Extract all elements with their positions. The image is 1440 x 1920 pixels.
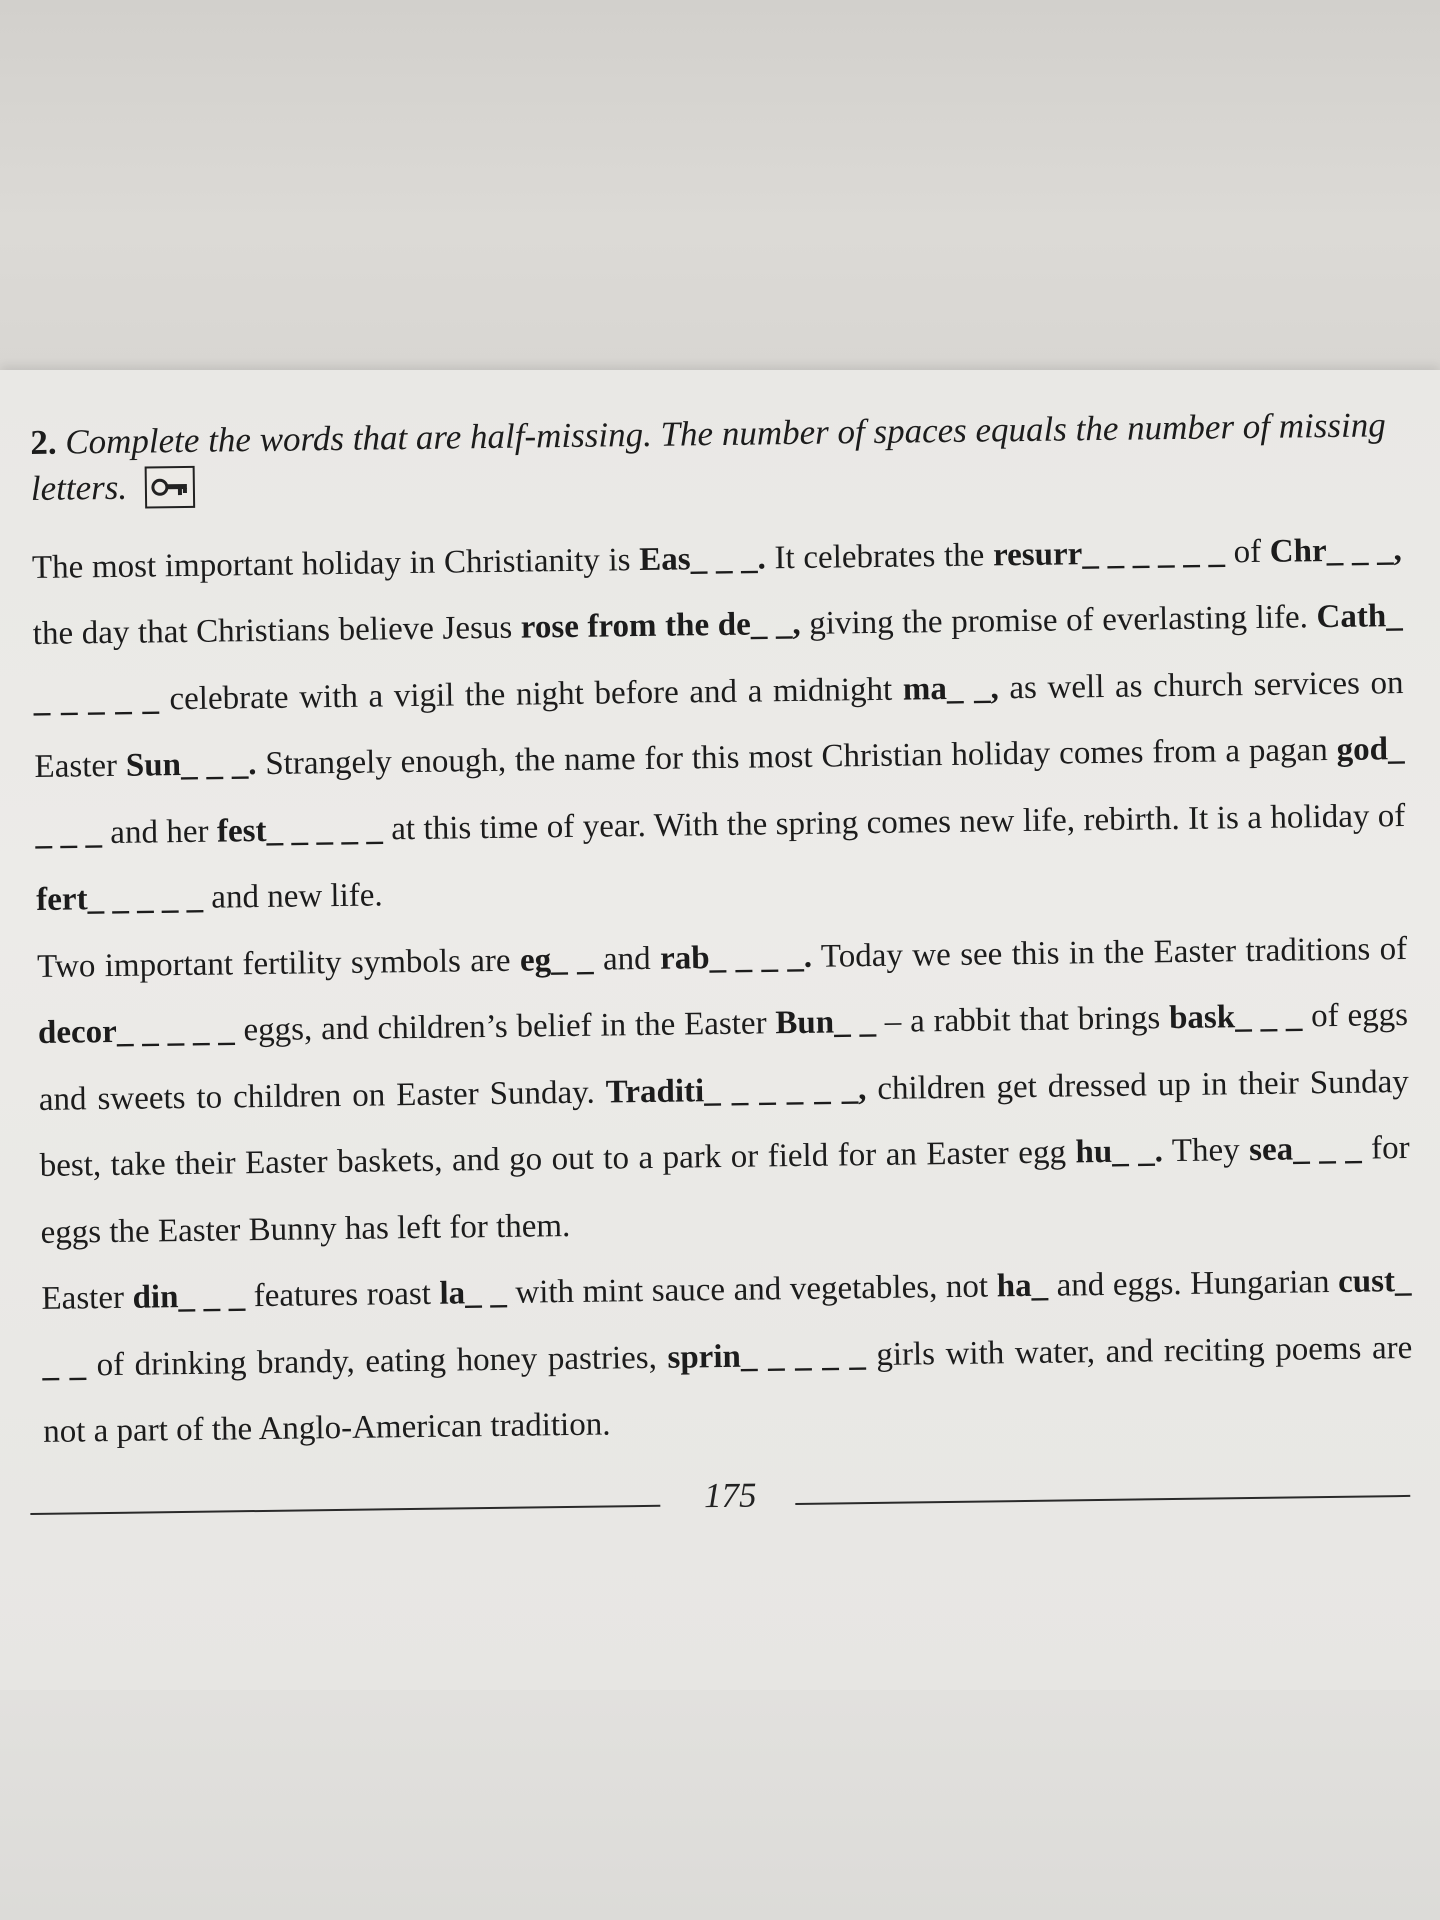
next-page-edge bbox=[0, 1690, 1440, 1920]
gap-word: Cath_ _ _ _ _ _ bbox=[33, 598, 1403, 719]
text-segment: girls with water, and reciting poems are not a part of the Anglo-American tradition. bbox=[43, 1329, 1413, 1451]
text-segment: the day that Christians believe Jesus bbox=[32, 610, 522, 653]
text-segment: features roast bbox=[244, 1276, 440, 1315]
text-segment: and eggs. Hungarian bbox=[1047, 1264, 1339, 1305]
gap-word: cust_ _ _ bbox=[42, 1263, 1412, 1384]
gap-word: ha_ bbox=[996, 1268, 1049, 1305]
text-segment: – a rabbit that brings bbox=[875, 1000, 1170, 1041]
gap-word: fert_ _ _ _ _ bbox=[36, 880, 204, 919]
footer-rule-right bbox=[795, 1495, 1410, 1505]
paragraph-3 bbox=[41, 1248, 1413, 1465]
text-segment: The most important holiday in Christianity is bbox=[31, 542, 640, 586]
gap-word: god_ _ _ _ bbox=[35, 731, 1405, 852]
gap-word: resurr_ _ _ _ _ _ bbox=[992, 534, 1226, 574]
gap-word: ma_ _, bbox=[902, 670, 999, 708]
text-segment: and her bbox=[101, 813, 218, 852]
text-segment: Strangely enough, the name for this most Christian holiday comes from a pagan bbox=[256, 732, 1337, 783]
gap-word: Bun_ _ bbox=[775, 1004, 877, 1042]
exercise-instruction bbox=[30, 402, 1401, 513]
text-segment: for eggs the Easter Bunny has left for them. bbox=[40, 1130, 1410, 1251]
text-segment: of eggs and sweets to children on Easter Sunday. bbox=[38, 997, 1409, 1118]
text-segment: Two important fertility symbols are bbox=[36, 942, 521, 985]
exercise-number: 2. bbox=[30, 422, 57, 462]
gap-word: Sun_ _ _. bbox=[125, 746, 257, 785]
paragraph-1 bbox=[32, 517, 1407, 934]
text-segment: of drinking brandy, eating honey pastries, bbox=[85, 1339, 668, 1384]
gap-word: din_ _ _ bbox=[132, 1278, 246, 1317]
text-segment: It celebrates the bbox=[765, 537, 994, 577]
gap-word: Traditi_ _ _ _ _ _, bbox=[605, 1071, 867, 1111]
footer-rule-left bbox=[30, 1505, 660, 1515]
instruction-text: Complete the words that are half-missing. The number of spaces equals the number of missing letters. bbox=[30, 405, 1386, 508]
text-segment: with mint sauce and vegetables, not bbox=[506, 1268, 997, 1312]
gap-word: rab_ _ _ _. bbox=[659, 938, 813, 977]
key-icon bbox=[145, 466, 196, 509]
text-segment: eggs, and children’s belief in the Easter bbox=[234, 1005, 776, 1049]
text-segment: Today we see this in the Easter traditions of bbox=[811, 930, 1408, 975]
text-segment: They bbox=[1162, 1132, 1250, 1170]
paragraph-2 bbox=[37, 916, 1411, 1266]
text-segment: at this time of year. With the spring comes new life, rebirth. It is a holiday of bbox=[382, 798, 1406, 848]
gap-word: la_ _ bbox=[439, 1275, 508, 1313]
page-number: 175 bbox=[703, 1475, 757, 1516]
text-segment: of bbox=[1224, 533, 1271, 571]
gap-word: rose from the de_ _, bbox=[520, 606, 801, 647]
gap-word: decor_ _ _ _ _ bbox=[37, 1012, 235, 1052]
gap-word: fest_ _ _ _ _ bbox=[216, 811, 384, 850]
gap-word: hu_ _. bbox=[1075, 1133, 1164, 1171]
text-segment: children get dressed up in their Sunday best, take their Easter baskets, and go out to a park or field for an Easter egg bbox=[39, 1063, 1410, 1185]
gap-word: eg_ _ bbox=[519, 941, 594, 979]
gap-word: sea_ _ _ bbox=[1248, 1131, 1362, 1169]
text-segment: giving the promise of everlasting life. bbox=[800, 599, 1317, 643]
background-surface bbox=[0, 0, 1440, 375]
text-segment: and bbox=[593, 940, 661, 978]
gap-word: Chr_ _ _, bbox=[1269, 532, 1403, 570]
text-segment: celebrate with a vigil the night before and a midnight bbox=[158, 671, 904, 718]
exercise-content bbox=[30, 402, 1414, 1466]
gap-word: bask_ _ _ bbox=[1168, 998, 1303, 1037]
gap-word: sprin_ _ _ _ _ bbox=[667, 1337, 866, 1376]
text-segment: as well as church services on Easter bbox=[34, 665, 1404, 786]
gap-word: Eas_ _ _. bbox=[639, 540, 767, 579]
text-segment: Easter bbox=[41, 1280, 133, 1318]
text-segment: and new life. bbox=[202, 877, 383, 917]
